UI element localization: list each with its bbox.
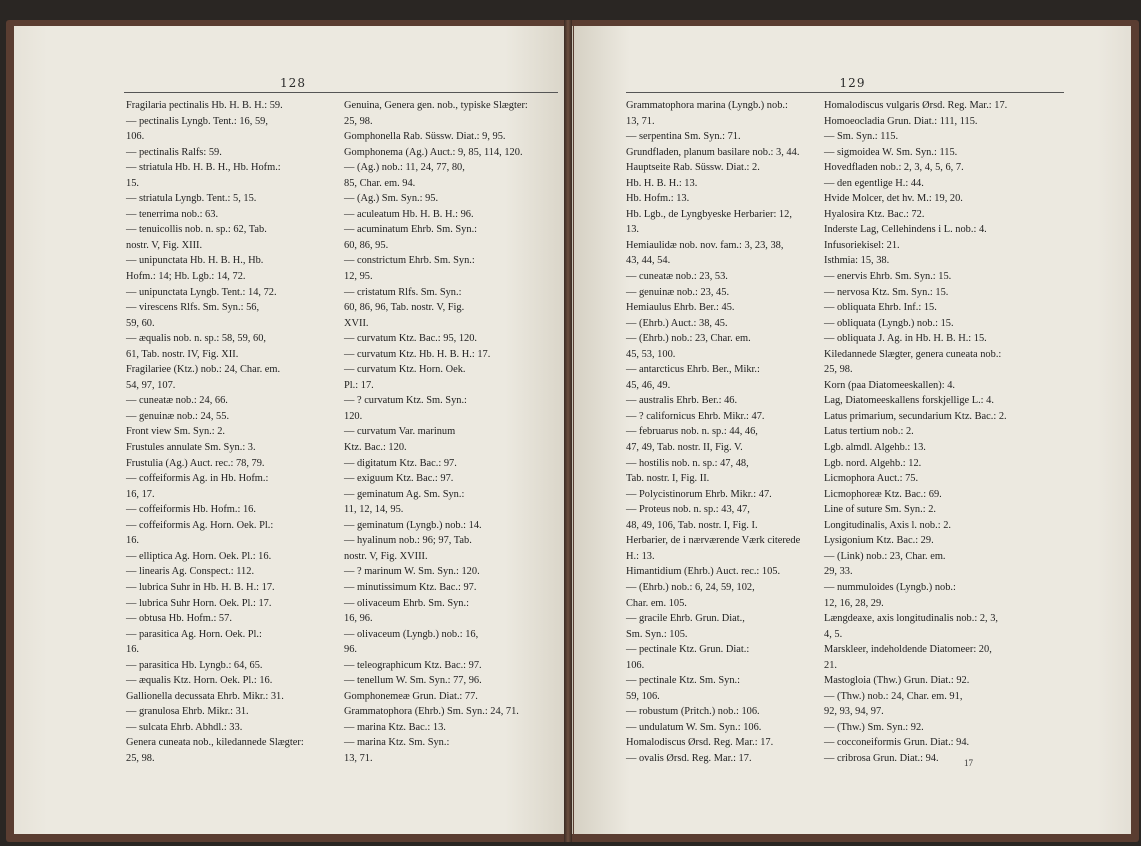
index-entry: Pl.: 17. <box>344 379 374 391</box>
index-entry: — pectinale Ktz. Grun. Diat.: <box>626 644 750 656</box>
index-entry: Hemiaulidæ nob. nov. fam.: 3, 23, 38, <box>626 239 784 251</box>
index-entry: — unipunctata Lyngb. Tent.: 14, 72. <box>126 286 277 298</box>
index-entry: — obliquata J. Ag. in Hb. H. B. H.: 15. <box>824 333 987 345</box>
index-entry: — cribrosa Grun. Diat.: 94. <box>824 752 939 764</box>
index-entry: Gomphonema (Ag.) Auct.: 9, 85, 114, 120. <box>344 146 523 158</box>
index-entry: — constrictum Ehrb. Sm. Syn.: <box>344 255 475 267</box>
index-entry: Gomphonemeæ Grun. Diat.: 77. <box>344 690 478 702</box>
left-column-2 <box>344 98 558 767</box>
index-entry: 59, 60. <box>126 317 155 329</box>
index-entry: Latus tertium nob.: 2. <box>824 426 914 438</box>
index-entry: — striatula Hb. H. B. H., Hb. Hofm.: <box>126 162 281 174</box>
index-entry: — curvatum Ktz. Hb. H. B. H.: 17. <box>344 348 491 360</box>
index-entry: 29, 33. <box>824 566 853 578</box>
index-entry: — (Link) nob.: 23, Char. em. <box>824 550 946 562</box>
index-entry: Frustulia (Ag.) Auct. rec.: 78, 79. <box>126 457 265 469</box>
index-entry: 96. <box>344 644 357 656</box>
index-entry: — hyalinum nob.: 96; 97, Tab. <box>344 535 472 547</box>
index-entry: — enervis Ehrb. Sm. Syn.: 15. <box>824 271 952 283</box>
index-entry: — robustum (Pritch.) nob.: 106. <box>626 706 760 718</box>
index-entry: — marina Ktz. Sm. Syn.: <box>344 737 450 749</box>
index-entry: Latus primarium, secundarium Ktz. Bac.: 2. <box>824 410 1007 422</box>
index-entry: — cuneatæ nob.: 23, 53. <box>626 271 728 283</box>
right-column-1 <box>626 98 838 767</box>
index-entry: — marina Ktz. Bac.: 13. <box>344 721 446 733</box>
index-entry: — tenuicollis nob. n. sp.: 62, Tab. <box>126 224 267 236</box>
index-entry: — virescens Rlfs. Sm. Syn.: 56, <box>126 302 260 314</box>
index-entry: Længdeaxe, axis longitudinalis nob.: 2, 3, <box>824 613 999 625</box>
index-entry: Kiledannede Slægter, genera cuneata nob.: <box>824 348 1002 360</box>
right-header-rule <box>626 92 1064 93</box>
index-entry: Infusoriekisel: 21. <box>824 239 900 251</box>
index-entry: — (Ag.) Sm. Syn.: 95. <box>344 193 439 205</box>
index-entry: Genera cuneata nob., kiledannede Slægter: <box>126 737 304 749</box>
index-entry: Licmophoreæ Ktz. Bac.: 69. <box>824 488 942 500</box>
index-entry: Gallionella decussata Ehrb. Mikr.: 31. <box>126 690 284 702</box>
index-entry: — sigmoidea W. Sm. Syn.: 115. <box>824 146 958 158</box>
index-entry: — nervosa Ktz. Sm. Syn.: 15. <box>824 286 949 298</box>
index-entry: nostr. V, Fig. XIII. <box>126 239 203 251</box>
index-entry: Lag, Diatomeeskallens forskjellige L.: 4. <box>824 395 994 407</box>
index-entry: — teleographicum Ktz. Bac.: 97. <box>344 659 482 671</box>
index-entry: — obtusa Hb. Hofm.: 57. <box>126 613 232 625</box>
index-entry: — obliquata (Lyngb.) nob.: 15. <box>824 317 954 329</box>
index-entry: 25, 98. <box>126 752 155 764</box>
index-entry: Lysigonium Ktz. Bac.: 29. <box>824 535 934 547</box>
index-entry: 106. <box>626 659 645 671</box>
index-entry: — curvatum Ktz. Bac.: 95, 120. <box>344 333 478 345</box>
index-entry: 15. <box>126 177 139 189</box>
index-entry: — cocconeiformis Grun. Diat.: 94. <box>824 737 970 749</box>
index-entry: Hb. H. B. H.: 13. <box>626 177 698 189</box>
index-entry: — (Ehrb.) Auct.: 38, 45. <box>626 317 728 329</box>
index-entry: Homoeocladia Grun. Diat.: 111, 115. <box>824 115 978 127</box>
index-entry: — lubrica Suhr in Hb. H. B. H.: 17. <box>126 581 275 593</box>
index-entry: — coffeiformis Ag. in Hb. Hofm.: <box>126 473 269 485</box>
left-page <box>14 26 573 834</box>
index-entry: 60, 86, 95. <box>344 239 389 251</box>
index-entry: 25, 98. <box>344 115 373 127</box>
index-entry: Sm. Syn.: 105. <box>626 628 688 640</box>
index-entry: — Proteus nob. n. sp.: 43, 47, <box>626 504 750 516</box>
index-entry: — coffeiformis Ag. Horn. Oek. Pl.: <box>126 519 274 531</box>
index-entry: — geminatum Ag. Sm. Syn.: <box>344 488 465 500</box>
index-entry: Hvide Molcer, det hv. M.: 19, 20. <box>824 193 963 205</box>
index-entry: — æqualis nob. n. sp.: 58, 59, 60, <box>126 333 266 345</box>
index-entry: 11, 12, 14, 95. <box>344 504 404 516</box>
index-entry: Fragilaria pectinalis Hb. H. B. H.: 59. <box>126 100 283 111</box>
index-entry: — olivaceum (Lyngb.) nob.: 16, <box>344 628 479 640</box>
index-entry: — pectinalis Lyngb. Tent.: 16, 59, <box>126 115 268 127</box>
index-entry: Lgb. nord. Algehb.: 12. <box>824 457 922 469</box>
index-entry: — februarus nob. n. sp.: 44, 46, <box>626 426 758 438</box>
index-entry: — undulatum W. Sm. Syn.: 106. <box>626 721 762 733</box>
index-entry: Tab. nostr. I, Fig. II. <box>626 473 710 485</box>
index-entry: — elliptica Ag. Horn. Oek. Pl.: 16. <box>126 550 272 562</box>
index-entry: 16, 17. <box>126 488 155 500</box>
index-entry: — ? curvatum Ktz. Sm. Syn.: <box>344 395 467 407</box>
index-entry: 47, 49, Tab. nostr. II, Fig. V. <box>626 442 743 454</box>
book <box>6 20 1139 842</box>
index-entry: Lgb. almdl. Algehb.: 13. <box>824 442 926 454</box>
index-entry: — acuminatum Ehrb. Sm. Syn.: <box>344 224 478 236</box>
right-column-2 <box>824 98 1056 767</box>
index-entry: Hauptseite Rab. Süssw. Diat.: 2. <box>626 162 760 174</box>
index-entry: — antarcticus Ehrb. Ber., Mikr.: <box>626 364 760 376</box>
index-entry: — linearis Ag. Conspect.: 112. <box>126 566 255 578</box>
index-entry: Frustules annulate Sm. Syn.: 3. <box>126 442 256 454</box>
index-entry: — (Thw.) Sm. Syn.: 92. <box>824 721 924 733</box>
index-entry: — nummuloides (Lyngb.) nob.: <box>824 581 956 593</box>
index-entry: 16. <box>126 644 139 656</box>
index-entry: Grammatophora (Ehrb.) Sm. Syn.: 24, 71. <box>344 706 519 718</box>
index-entry: — tenellum W. Sm. Syn.: 77, 96. <box>344 675 482 687</box>
index-entry: — geminatum (Lyngb.) nob.: 14. <box>344 519 482 531</box>
index-entry: 45, 46, 49. <box>626 379 671 391</box>
left-page-number: 128 <box>280 76 306 90</box>
index-entry: — cuneatæ nob.: 24, 66. <box>126 395 228 407</box>
index-entry: — genuinæ nob.: 24, 55. <box>126 410 230 422</box>
index-entry: 45, 53, 100. <box>626 348 676 360</box>
index-entry: — pectinalis Ralfs: 59. <box>126 146 222 158</box>
index-entry: 60, 86, 96, Tab. nostr. V, Fig. <box>344 302 465 314</box>
index-entry: — pectinale Ktz. Sm. Syn.: <box>626 675 740 687</box>
index-entry: Homalodiscus vulgaris Ørsd. Reg. Mar.: 17. <box>824 100 1008 111</box>
index-entry: — olivaceum Ehrb. Sm. Syn.: <box>344 597 469 609</box>
index-entry: 59, 106. <box>626 690 660 702</box>
index-entry: 43, 44, 54. <box>626 255 671 267</box>
index-entry: — ovalis Ørsd. Reg. Mar.: 17. <box>626 752 752 764</box>
index-entry: — lubrica Suhr Horn. Oek. Pl.: 17. <box>126 597 272 609</box>
index-entry: Hemiaulus Ehrb. Ber.: 45. <box>626 302 735 314</box>
index-entry: Himantidium (Ehrb.) Auct. rec.: 105. <box>626 566 781 578</box>
index-entry: 16, 96. <box>344 613 373 625</box>
index-entry: — digitatum Ktz. Bac.: 97. <box>344 457 457 469</box>
index-entry: — æqualis Ktz. Horn. Oek. Pl.: 16. <box>126 675 273 687</box>
index-entry: — cristatum Rlfs. Sm. Syn.: <box>344 286 462 298</box>
index-entry: — curvatum Ktz. Horn. Oek. <box>344 364 466 376</box>
index-entry: 12, 16, 28, 29. <box>824 597 884 609</box>
index-entry: XVII. <box>344 317 369 329</box>
index-entry: Herbarier, de i nærværende Værk citerede <box>626 535 801 547</box>
index-entry: — aculeatum Hb. H. B. H.: 96. <box>344 208 474 220</box>
index-entry: Licmophora Auct.: 75. <box>824 473 919 485</box>
left-header-rule <box>124 92 558 93</box>
index-entry: — parasitica Ag. Horn. Oek. Pl.: <box>126 628 262 640</box>
index-entry: — tenerrima nob.: 63. <box>126 208 219 220</box>
index-entry: 48, 49, 106, Tab. nostr. I, Fig. I. <box>626 519 758 531</box>
index-entry: — serpentina Sm. Syn.: 71. <box>626 131 741 143</box>
index-entry: — gracile Ehrb. Grun. Diat., <box>626 613 745 625</box>
index-entry: Hb. Hofm.: 13. <box>626 193 690 205</box>
index-entry: Hovedfladen nob.: 2, 3, 4, 5, 6, 7. <box>824 162 964 174</box>
index-entry: Isthmia: 15, 38. <box>824 255 890 267</box>
left-column-1 <box>126 98 340 767</box>
index-entry: — exiguum Ktz. Bac.: 97. <box>344 473 454 485</box>
index-entry: 92, 93, 94, 97. <box>824 706 884 718</box>
index-entry: 16. <box>126 535 139 547</box>
right-page <box>574 26 1131 834</box>
index-entry: — australis Ehrb. Ber.: 46. <box>626 395 738 407</box>
index-entry: Marskleer, indeholdende Diatomeer: 20, <box>824 644 992 656</box>
index-entry: 85, Char. em. 94. <box>344 177 416 189</box>
index-entry: Grundfladen, planum basilare nob.: 3, 44. <box>626 146 800 158</box>
index-entry: Hofm.: 14; Hb. Lgb.: 14, 72. <box>126 271 246 283</box>
index-entry: Line of suture Sm. Syn.: 2. <box>824 504 936 516</box>
index-entry: — ? marinum W. Sm. Syn.: 120. <box>344 566 480 578</box>
index-entry: Ktz. Bac.: 120. <box>344 442 407 454</box>
book-gutter <box>564 20 572 842</box>
index-entry: 61, Tab. nostr. IV, Fig. XII. <box>126 348 239 360</box>
index-entry: — (Ehrb.) nob.: 6, 24, 59, 102, <box>626 581 755 593</box>
index-entry: Gomphonella Rab. Süssw. Diat.: 9, 95. <box>344 131 506 143</box>
index-entry: — striatula Lyngb. Tent.: 5, 15. <box>126 193 257 205</box>
index-entry: — (Ehrb.) nob.: 23, Char. em. <box>626 333 751 345</box>
index-entry: Char. em. 105. <box>626 597 687 609</box>
signature-mark: 17 <box>964 758 973 768</box>
index-entry: — coffeiformis Hb. Hofm.: 16. <box>126 504 256 516</box>
index-entry: — unipunctata Hb. H. B. H., Hb. <box>126 255 264 267</box>
index-entry: 13, 71. <box>344 752 373 764</box>
index-entry: 12, 95. <box>344 271 373 283</box>
index-entry: — genuinæ nob.: 23, 45. <box>626 286 730 298</box>
index-entry: — Sm. Syn.: 115. <box>824 131 899 143</box>
index-entry: 21. <box>824 659 837 671</box>
index-entry: — granulosa Ehrb. Mikr.: 31. <box>126 706 249 718</box>
index-entry: H.: 13. <box>626 550 655 562</box>
index-entry: Front view Sm. Syn.: 2. <box>126 426 226 438</box>
index-entry: — hostilis nob. n. sp.: 47, 48, <box>626 457 749 469</box>
index-entry: — (Thw.) nob.: 24, Char. em. 91, <box>824 690 963 702</box>
index-entry: — (Ag.) nob.: 11, 24, 77, 80, <box>344 162 465 174</box>
index-entry: — ? californicus Ehrb. Mikr.: 47. <box>626 410 765 422</box>
index-entry: — parasitica Hb. Lyngb.: 64, 65. <box>126 659 263 671</box>
index-entry: Inderste Lag, Cellehindens i L. nob.: 4. <box>824 224 987 236</box>
index-entry: nostr. V, Fig. XVIII. <box>344 550 428 562</box>
index-entry: 106. <box>126 131 145 143</box>
index-entry: 13. <box>626 224 639 236</box>
index-entry: Fragilariee (Ktz.) nob.: 24, Char. em. <box>126 364 281 376</box>
index-entry: 120. <box>344 410 363 422</box>
index-entry: Mastogloia (Thw.) Grun. Diat.: 92. <box>824 675 970 687</box>
index-entry: — curvatum Var. marinum <box>344 426 456 438</box>
index-entry: Hb. Lgb., de Lyngbyeske Herbarier: 12, <box>626 208 792 220</box>
index-entry: Genuina, Genera gen. nob., typiske Slægter: <box>344 100 528 111</box>
index-entry: Hyalosira Ktz. Bac.: 72. <box>824 208 925 220</box>
index-entry: — Polycistinorum Ehrb. Mikr.: 47. <box>626 488 772 500</box>
index-entry: — sulcata Ehrb. Abhdl.: 33. <box>126 721 243 733</box>
index-entry: 54, 97, 107. <box>126 379 176 391</box>
index-entry: Longitudinalis, Axis l. nob.: 2. <box>824 519 952 531</box>
index-entry: 25, 98. <box>824 364 853 376</box>
index-entry: — den egentlige H.: 44. <box>824 177 924 189</box>
index-entry: Homalodiscus Ørsd. Reg. Mar.: 17. <box>626 737 774 749</box>
index-entry: — minutissimum Ktz. Bac.: 97. <box>344 581 477 593</box>
index-entry: — obliquata Ehrb. Inf.: 15. <box>824 302 937 314</box>
index-entry: Korn (paa Diatomeeskallen): 4. <box>824 379 955 391</box>
index-entry: 4, 5. <box>824 628 843 640</box>
right-page-number: 129 <box>839 76 866 90</box>
index-entry: Grammatophora marina (Lyngb.) nob.: <box>626 100 788 111</box>
index-entry: 13, 71. <box>626 115 655 127</box>
